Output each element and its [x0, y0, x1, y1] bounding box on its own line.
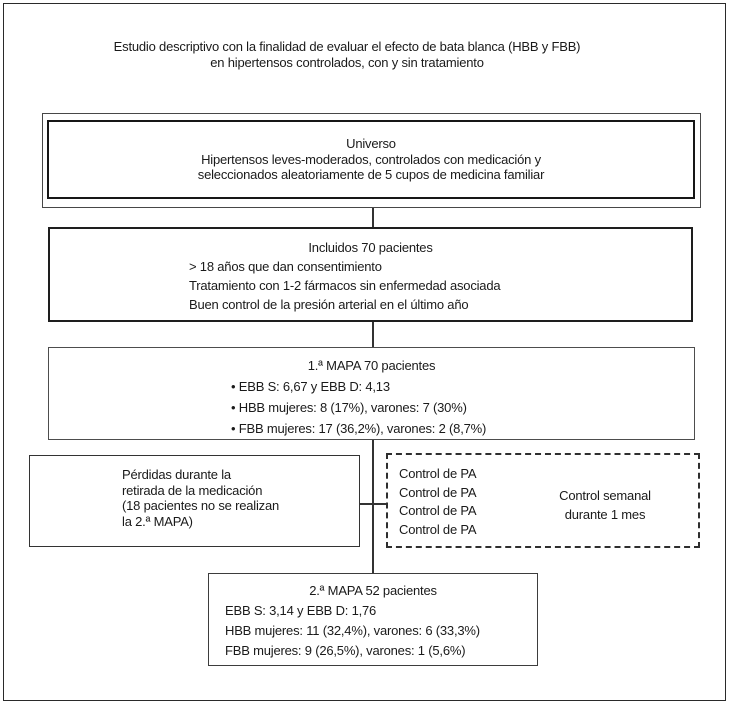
incluidos-box — [48, 227, 693, 322]
figure-title — [0, 39, 694, 71]
perdidas-box — [29, 455, 360, 547]
control-pa-box — [386, 453, 700, 548]
perdidas-line: la 2.ª MAPA) — [122, 513, 193, 529]
universo-heading — [49, 136, 693, 152]
incluidos-line: > 18 años que dan consentimiento — [189, 259, 382, 274]
incluidos-line: Tratamiento con 1-2 fármacos sin enfermedad asociada — [189, 278, 501, 293]
mapa1-heading: 1.ª MAPA 70 pacientes — [307, 358, 436, 373]
figure-title-line2: en hipertensos controlados, con y sin tratamiento — [210, 55, 484, 70]
universo-box — [47, 120, 695, 199]
mapa2-box — [208, 573, 538, 666]
control-pa-item: Control de PA — [399, 521, 477, 537]
mapa2-line: HBB mujeres: 11 (32,4%), varones: 6 (33,3%) — [225, 623, 480, 638]
control-weekly-note-line1: Control semanal — [559, 488, 651, 503]
control-pa-item: Control de PA — [399, 466, 477, 481]
control-pa-item: Control de PA — [399, 484, 477, 500]
perdidas-line: Pérdidas durante la — [122, 467, 231, 482]
mapa2-line: EBB S: 3,14 y EBB D: 1,76 — [225, 603, 377, 618]
mapa1-box — [48, 347, 695, 440]
control-pa-item: Control de PA — [399, 503, 477, 518]
connector-perdidas-control — [360, 503, 386, 505]
connector-mapa1-mapa2 — [372, 440, 374, 573]
universo-heading-text: Universo — [346, 136, 396, 152]
mapa2-line: FBB mujeres: 9 (26,5%), varones: 1 (5,6%) — [225, 643, 466, 658]
incluidos-heading: Incluidos 70 pacientes — [308, 240, 433, 255]
mapa1-bullet-item: • EBB S: 6,67 y EBB D: 4,13 — [49, 376, 694, 397]
control-weekly-note — [530, 486, 680, 524]
mapa1-bullet-item: • FBB mujeres: 17 (36,2%), varones: 2 (8,7%) — [49, 418, 694, 439]
figure-title-line1: Estudio descriptivo con la finalidad de evaluar el efecto de bata blanca (HBB y FBB) — [113, 39, 581, 54]
universo-line: seleccionados aleatoriamente de 5 cupos de medicina familiar — [197, 167, 545, 183]
incluidos-line: Buen control de la presión arterial en el último año — [189, 297, 469, 312]
control-weekly-note-line2: durante 1 mes — [564, 507, 646, 522]
mapa2-heading: 2.ª MAPA 52 pacientes — [309, 583, 437, 598]
perdidas-line: (18 pacientes no se realizan — [122, 498, 280, 513]
universo-line: Hipertensos leves-moderados, controlados con medicación y — [201, 151, 541, 167]
connector-incluidos-mapa1 — [372, 322, 374, 347]
mapa1-bullet-item: • HBB mujeres: 8 (17%), varones: 7 (30%) — [49, 397, 694, 418]
perdidas-line: retirada de la medicación — [122, 482, 263, 498]
connector-universo-incluidos — [372, 208, 374, 227]
